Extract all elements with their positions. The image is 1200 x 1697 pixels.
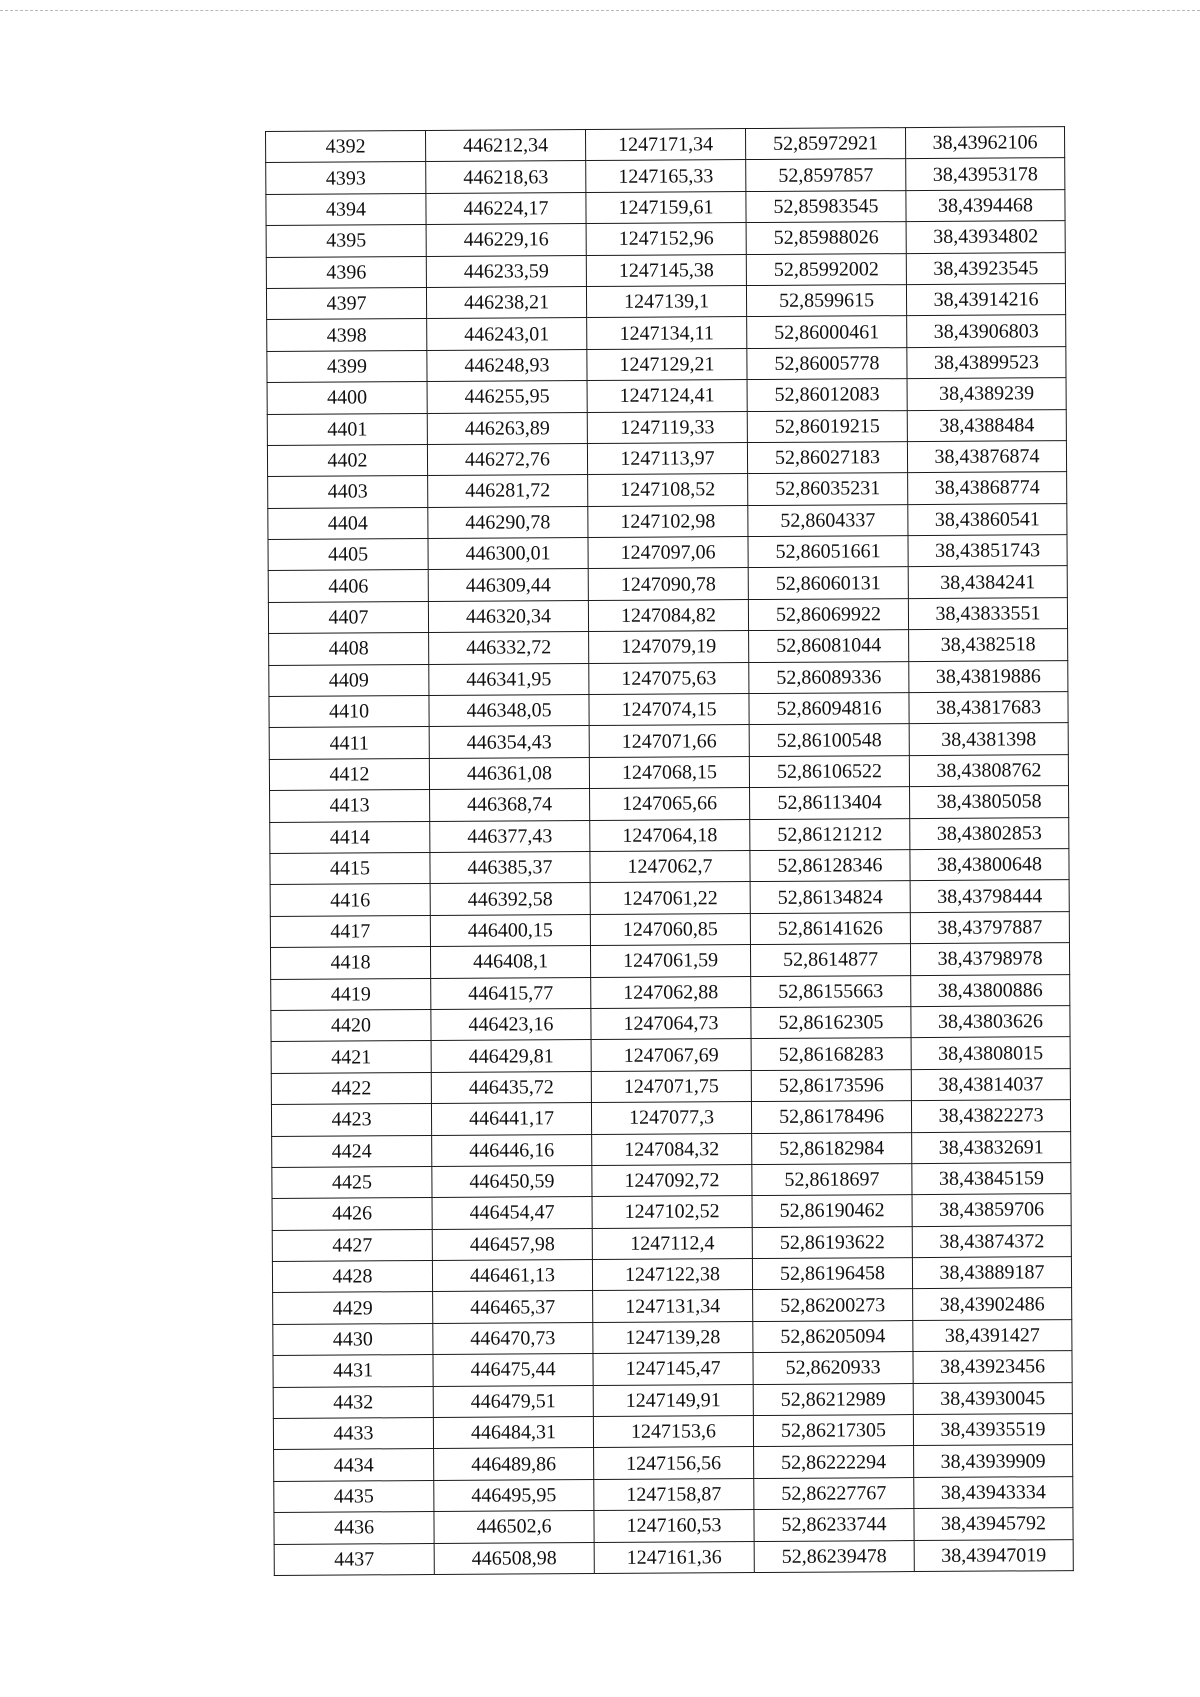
- y-coordinate-cell: 1247065,66: [590, 788, 750, 820]
- y-coordinate-cell: 1247134,11: [587, 317, 747, 349]
- x-coordinate-cell: 446238,21: [426, 286, 586, 318]
- longitude-cell: 38,43906803: [907, 315, 1066, 347]
- point-number-cell: 4423: [271, 1104, 431, 1136]
- point-number-cell: 4419: [271, 978, 431, 1010]
- table-row: [273, 1351, 1072, 1387]
- point-number-cell: 4424: [272, 1135, 432, 1167]
- x-coordinate-cell: 446400,15: [430, 914, 590, 946]
- y-coordinate-cell: 1247159,61: [586, 191, 746, 223]
- table-row: [272, 1162, 1071, 1198]
- latitude-cell: 52,86005778: [747, 347, 907, 379]
- longitude-cell: 38,43822273: [911, 1100, 1070, 1132]
- point-number-cell: 4407: [268, 601, 428, 633]
- y-coordinate-cell: 1247113,97: [587, 442, 747, 474]
- table-row: [269, 723, 1068, 759]
- latitude-cell: 52,86019215: [747, 410, 907, 442]
- point-number-cell: 4411: [269, 727, 429, 759]
- longitude-cell: 38,43851743: [908, 535, 1067, 567]
- latitude-cell: 52,86233744: [754, 1509, 914, 1541]
- x-coordinate-cell: 446255,95: [427, 381, 587, 413]
- latitude-cell: 52,8618697: [752, 1163, 912, 1195]
- latitude-cell: 52,86000461: [747, 316, 907, 348]
- table-row: [266, 127, 1065, 163]
- longitude-cell: 38,43798978: [910, 943, 1069, 975]
- table-row: [270, 911, 1069, 947]
- longitude-cell: 38,43962106: [905, 127, 1064, 159]
- table-row: [269, 692, 1068, 728]
- table-row: [270, 817, 1069, 853]
- point-number-cell: 4418: [270, 947, 430, 979]
- y-coordinate-cell: 1247152,96: [586, 223, 746, 255]
- scan-top-edge: [0, 10, 1200, 11]
- longitude-cell: 38,43923456: [913, 1351, 1072, 1383]
- latitude-cell: 52,86200273: [753, 1289, 913, 1321]
- x-coordinate-cell: 446441,17: [431, 1103, 591, 1135]
- table-row: [271, 1068, 1070, 1104]
- table-row: [274, 1539, 1073, 1575]
- point-number-cell: 4433: [273, 1418, 433, 1450]
- table-row: [267, 315, 1066, 351]
- x-coordinate-cell: 446465,37: [433, 1291, 593, 1323]
- point-number-cell: 4399: [267, 350, 427, 382]
- latitude-cell: 52,86212989: [753, 1383, 913, 1415]
- longitude-cell: 38,43889187: [912, 1257, 1071, 1289]
- longitude-cell: 38,43833551: [908, 597, 1067, 629]
- latitude-cell: 52,8604337: [748, 504, 908, 536]
- x-coordinate-cell: 446224,17: [426, 192, 586, 224]
- y-coordinate-cell: 1247067,69: [591, 1039, 751, 1071]
- y-coordinate-cell: 1247131,34: [593, 1290, 753, 1322]
- point-number-cell: 4398: [267, 319, 427, 351]
- point-number-cell: 4425: [272, 1166, 432, 1198]
- coordinates-table-body: [266, 127, 1074, 1576]
- longitude-cell: 38,43814037: [911, 1068, 1070, 1100]
- table-row: [269, 660, 1068, 696]
- latitude-cell: 52,85972921: [745, 128, 905, 160]
- table-row: [273, 1319, 1072, 1355]
- latitude-cell: 52,86027183: [747, 441, 907, 473]
- table-row: [267, 346, 1066, 382]
- y-coordinate-cell: 1247075,63: [589, 662, 749, 694]
- x-coordinate-cell: 446408,1: [430, 946, 590, 978]
- point-number-cell: 4426: [272, 1198, 432, 1230]
- latitude-cell: 52,86239478: [754, 1540, 914, 1572]
- longitude-cell: 38,43876874: [907, 441, 1066, 473]
- y-coordinate-cell: 1247061,59: [590, 945, 750, 977]
- point-number-cell: 4421: [271, 1041, 431, 1073]
- point-number-cell: 4417: [270, 915, 430, 947]
- table-row: [268, 503, 1067, 539]
- point-number-cell: 4427: [272, 1229, 432, 1261]
- latitude-cell: 52,86121212: [750, 818, 910, 850]
- longitude-cell: 38,43859706: [912, 1194, 1071, 1226]
- longitude-cell: 38,43943334: [914, 1476, 1073, 1508]
- table-row: [266, 189, 1065, 225]
- longitude-cell: 38,4394468: [906, 189, 1065, 221]
- y-coordinate-cell: 1247102,52: [592, 1196, 752, 1228]
- x-coordinate-cell: 446385,37: [430, 852, 590, 884]
- longitude-cell: 38,4382518: [909, 629, 1068, 661]
- table-row: [266, 252, 1065, 288]
- latitude-cell: 52,86173596: [751, 1069, 911, 1101]
- x-coordinate-cell: 446423,16: [431, 1008, 591, 1040]
- y-coordinate-cell: 1247079,19: [589, 631, 749, 663]
- x-coordinate-cell: 446309,44: [428, 569, 588, 601]
- x-coordinate-cell: 446461,13: [432, 1260, 592, 1292]
- x-coordinate-cell: 446377,43: [430, 820, 590, 852]
- point-number-cell: 4403: [268, 476, 428, 508]
- table-row: [271, 1100, 1070, 1136]
- point-number-cell: 4428: [272, 1261, 432, 1293]
- y-coordinate-cell: 1247074,15: [589, 694, 749, 726]
- x-coordinate-cell: 446361,08: [429, 757, 589, 789]
- longitude-cell: 38,43797887: [910, 911, 1069, 943]
- table-row: [274, 1476, 1073, 1512]
- table-row: [268, 535, 1067, 571]
- table-row: [267, 409, 1066, 445]
- point-number-cell: 4430: [273, 1323, 433, 1355]
- longitude-cell: 38,43934802: [906, 221, 1065, 253]
- x-coordinate-cell: 446248,93: [427, 349, 587, 381]
- y-coordinate-cell: 1247071,66: [589, 725, 749, 757]
- latitude-cell: 52,85983545: [746, 190, 906, 222]
- longitude-cell: 38,43939909: [914, 1445, 1073, 1477]
- point-number-cell: 4394: [266, 193, 426, 225]
- latitude-cell: 52,8599615: [746, 285, 906, 317]
- point-number-cell: 4420: [271, 1009, 431, 1041]
- point-number-cell: 4406: [268, 570, 428, 602]
- longitude-cell: 38,43845159: [912, 1162, 1071, 1194]
- y-coordinate-cell: 1247112,4: [592, 1227, 752, 1259]
- longitude-cell: 38,43819886: [909, 660, 1068, 692]
- latitude-cell: 52,86089336: [749, 661, 909, 693]
- y-coordinate-cell: 1247071,75: [591, 1070, 751, 1102]
- table-row: [272, 1225, 1071, 1261]
- table-row: [272, 1194, 1071, 1230]
- point-number-cell: 4415: [270, 852, 430, 884]
- x-coordinate-cell: 446290,78: [428, 506, 588, 538]
- point-number-cell: 4402: [267, 444, 427, 476]
- y-coordinate-cell: 1247156,56: [594, 1447, 754, 1479]
- y-coordinate-cell: 1247077,3: [591, 1102, 751, 1134]
- y-coordinate-cell: 1247068,15: [589, 756, 749, 788]
- table-row: [273, 1414, 1072, 1450]
- latitude-cell: 52,86106522: [749, 755, 909, 787]
- x-coordinate-cell: 446229,16: [426, 224, 586, 256]
- table-row: [269, 754, 1068, 790]
- table-row: [271, 1006, 1070, 1042]
- y-coordinate-cell: 1247122,38: [592, 1259, 752, 1291]
- table-row: [268, 597, 1067, 633]
- y-coordinate-cell: 1247060,85: [590, 913, 750, 945]
- point-number-cell: 4401: [267, 413, 427, 445]
- longitude-cell: 38,43800648: [910, 849, 1069, 881]
- x-coordinate-cell: 446489,86: [434, 1448, 594, 1480]
- latitude-cell: 52,86168283: [751, 1038, 911, 1070]
- latitude-cell: 52,86141626: [750, 912, 910, 944]
- y-coordinate-cell: 1247124,41: [587, 380, 747, 412]
- y-coordinate-cell: 1247092,72: [592, 1164, 752, 1196]
- table-row: [266, 221, 1065, 257]
- x-coordinate-cell: 446368,74: [430, 789, 590, 821]
- point-number-cell: 4410: [269, 696, 429, 728]
- longitude-cell: 38,4384241: [908, 566, 1067, 598]
- latitude-cell: 52,86051661: [748, 536, 908, 568]
- latitude-cell: 52,86193622: [752, 1226, 912, 1258]
- latitude-cell: 52,86162305: [751, 1007, 911, 1039]
- table-row: [269, 629, 1068, 665]
- latitude-cell: 52,86227767: [754, 1477, 914, 1509]
- x-coordinate-cell: 446300,01: [428, 538, 588, 570]
- latitude-cell: 52,86012083: [747, 379, 907, 411]
- table-row: [274, 1508, 1073, 1544]
- x-coordinate-cell: 446508,98: [434, 1542, 594, 1574]
- point-number-cell: 4396: [266, 256, 426, 288]
- y-coordinate-cell: 1247129,21: [587, 348, 747, 380]
- x-coordinate-cell: 446435,72: [431, 1071, 591, 1103]
- latitude-cell: 52,86134824: [750, 881, 910, 913]
- y-coordinate-cell: 1247161,36: [594, 1541, 754, 1573]
- point-number-cell: 4409: [269, 664, 429, 696]
- x-coordinate-cell: 446272,76: [427, 443, 587, 475]
- point-number-cell: 4405: [268, 539, 428, 571]
- table-row: [271, 1037, 1070, 1073]
- y-coordinate-cell: 1247102,98: [588, 505, 748, 537]
- y-coordinate-cell: 1247149,91: [593, 1384, 753, 1416]
- latitude-cell: 52,8620933: [753, 1352, 913, 1384]
- y-coordinate-cell: 1247108,52: [588, 474, 748, 506]
- latitude-cell: 52,86094816: [749, 693, 909, 725]
- table-row: [270, 943, 1069, 979]
- y-coordinate-cell: 1247145,47: [593, 1353, 753, 1385]
- y-coordinate-cell: 1247064,18: [590, 819, 750, 851]
- table-row: [274, 1445, 1073, 1481]
- point-number-cell: 4431: [273, 1355, 433, 1387]
- latitude-cell: 52,85992002: [746, 253, 906, 285]
- y-coordinate-cell: 1247062,88: [591, 976, 751, 1008]
- longitude-cell: 38,43803626: [911, 1006, 1070, 1038]
- point-number-cell: 4436: [274, 1512, 434, 1544]
- table-row: [268, 566, 1067, 602]
- y-coordinate-cell: 1247139,28: [593, 1321, 753, 1353]
- table-row: [272, 1131, 1071, 1167]
- longitude-cell: 38,4388484: [907, 409, 1066, 441]
- point-number-cell: 4393: [266, 162, 426, 194]
- y-coordinate-cell: 1247165,33: [586, 160, 746, 192]
- point-number-cell: 4408: [269, 633, 429, 665]
- x-coordinate-cell: 446218,63: [426, 161, 586, 193]
- table-row: [272, 1257, 1071, 1293]
- table-row: [270, 880, 1069, 916]
- latitude-cell: 52,86081044: [749, 630, 909, 662]
- longitude-cell: 38,43808762: [909, 754, 1068, 786]
- y-coordinate-cell: 1247139,1: [586, 286, 746, 318]
- longitude-cell: 38,4381398: [909, 723, 1068, 755]
- point-number-cell: 4412: [269, 758, 429, 790]
- longitude-cell: 38,43899523: [907, 346, 1066, 378]
- point-number-cell: 4397: [266, 287, 426, 319]
- table-row: [266, 284, 1065, 320]
- y-coordinate-cell: 1247064,73: [591, 1007, 751, 1039]
- latitude-cell: 52,86155663: [751, 975, 911, 1007]
- latitude-cell: 52,86217305: [753, 1415, 913, 1447]
- x-coordinate-cell: 446415,77: [431, 977, 591, 1009]
- table-row: [266, 158, 1065, 194]
- table-row: [273, 1288, 1072, 1324]
- y-coordinate-cell: 1247097,06: [588, 537, 748, 569]
- point-number-cell: 4432: [273, 1386, 433, 1418]
- point-number-cell: 4395: [266, 225, 426, 257]
- x-coordinate-cell: 446470,73: [433, 1322, 593, 1354]
- latitude-cell: 52,86182984: [752, 1132, 912, 1164]
- coordinates-table: [265, 126, 1074, 1576]
- table-row: [273, 1382, 1072, 1418]
- latitude-cell: 52,86060131: [748, 567, 908, 599]
- table-row: [270, 786, 1069, 822]
- y-coordinate-cell: 1247153,6: [593, 1416, 753, 1448]
- point-number-cell: 4422: [271, 1072, 431, 1104]
- y-coordinate-cell: 1247160,53: [594, 1510, 754, 1542]
- y-coordinate-cell: 1247062,7: [590, 851, 750, 883]
- x-coordinate-cell: 446457,98: [432, 1228, 592, 1260]
- longitude-cell: 38,43923545: [906, 252, 1065, 284]
- point-number-cell: 4416: [270, 884, 430, 916]
- longitude-cell: 38,43808015: [911, 1037, 1070, 1069]
- latitude-cell: 52,86178496: [751, 1101, 911, 1133]
- longitude-cell: 38,43817683: [909, 692, 1068, 724]
- longitude-cell: 38,43935519: [913, 1414, 1072, 1446]
- latitude-cell: 52,86113404: [750, 787, 910, 819]
- longitude-cell: 38,43930045: [913, 1382, 1072, 1414]
- longitude-cell: 38,4389239: [907, 378, 1066, 410]
- latitude-cell: 52,86196458: [752, 1258, 912, 1290]
- longitude-cell: 38,43832691: [912, 1131, 1071, 1163]
- point-number-cell: 4392: [266, 131, 426, 163]
- longitude-cell: 38,43860541: [908, 503, 1067, 535]
- point-number-cell: 4404: [268, 507, 428, 539]
- x-coordinate-cell: 446354,43: [429, 726, 589, 758]
- longitude-cell: 38,43868774: [908, 472, 1067, 504]
- longitude-cell: 38,43802853: [910, 817, 1069, 849]
- x-coordinate-cell: 446450,59: [432, 1165, 592, 1197]
- x-coordinate-cell: 446348,05: [429, 695, 589, 727]
- x-coordinate-cell: 446392,58: [430, 883, 590, 915]
- x-coordinate-cell: 446429,81: [431, 1040, 591, 1072]
- latitude-cell: 52,86100548: [749, 724, 909, 756]
- point-number-cell: 4437: [274, 1543, 434, 1575]
- x-coordinate-cell: 446446,16: [432, 1134, 592, 1166]
- y-coordinate-cell: 1247084,32: [592, 1133, 752, 1165]
- longitude-cell: 38,43805058: [910, 786, 1069, 818]
- longitude-cell: 38,43798444: [910, 880, 1069, 912]
- longitude-cell: 38,43800886: [911, 974, 1070, 1006]
- latitude-cell: 52,86035231: [748, 473, 908, 505]
- x-coordinate-cell: 446263,89: [427, 412, 587, 444]
- x-coordinate-cell: 446212,34: [426, 130, 586, 162]
- table-row: [271, 974, 1070, 1010]
- longitude-cell: 38,43874372: [912, 1225, 1071, 1257]
- latitude-cell: 52,86190462: [752, 1195, 912, 1227]
- y-coordinate-cell: 1247145,38: [586, 254, 746, 286]
- point-number-cell: 4434: [274, 1449, 434, 1481]
- x-coordinate-cell: 446495,95: [434, 1479, 594, 1511]
- y-coordinate-cell: 1247090,78: [588, 568, 748, 600]
- longitude-cell: 38,4391427: [913, 1319, 1072, 1351]
- x-coordinate-cell: 446479,51: [433, 1385, 593, 1417]
- point-number-cell: 4400: [267, 382, 427, 414]
- table-row: [267, 378, 1066, 414]
- latitude-cell: 52,86069922: [748, 598, 908, 630]
- table-row: [268, 472, 1067, 508]
- longitude-cell: 38,43947019: [914, 1539, 1073, 1571]
- latitude-cell: 52,86128346: [750, 850, 910, 882]
- y-coordinate-cell: 1247119,33: [587, 411, 747, 443]
- x-coordinate-cell: 446484,31: [433, 1417, 593, 1449]
- point-number-cell: 4414: [270, 821, 430, 853]
- latitude-cell: 52,8614877: [750, 944, 910, 976]
- table-row: [267, 441, 1066, 477]
- x-coordinate-cell: 446341,95: [429, 663, 589, 695]
- x-coordinate-cell: 446332,72: [429, 632, 589, 664]
- latitude-cell: 52,86222294: [754, 1446, 914, 1478]
- y-coordinate-cell: 1247084,82: [588, 599, 748, 631]
- x-coordinate-cell: 446320,34: [428, 600, 588, 632]
- x-coordinate-cell: 446502,6: [434, 1511, 594, 1543]
- latitude-cell: 52,86205094: [753, 1320, 913, 1352]
- longitude-cell: 38,43914216: [906, 284, 1065, 316]
- y-coordinate-cell: 1247158,87: [594, 1478, 754, 1510]
- x-coordinate-cell: 446233,59: [426, 255, 586, 287]
- latitude-cell: 52,85988026: [746, 222, 906, 254]
- longitude-cell: 38,43945792: [914, 1508, 1073, 1540]
- table-row: [270, 849, 1069, 885]
- point-number-cell: 4429: [273, 1292, 433, 1324]
- x-coordinate-cell: 446281,72: [428, 475, 588, 507]
- point-number-cell: 4413: [270, 790, 430, 822]
- x-coordinate-cell: 446454,47: [432, 1197, 592, 1229]
- longitude-cell: 38,43902486: [913, 1288, 1072, 1320]
- longitude-cell: 38,43953178: [906, 158, 1065, 190]
- y-coordinate-cell: 1247171,34: [585, 129, 745, 161]
- latitude-cell: 52,8597857: [746, 159, 906, 191]
- y-coordinate-cell: 1247061,22: [590, 882, 750, 914]
- point-number-cell: 4435: [274, 1480, 434, 1512]
- x-coordinate-cell: 446243,01: [427, 318, 587, 350]
- x-coordinate-cell: 446475,44: [433, 1354, 593, 1386]
